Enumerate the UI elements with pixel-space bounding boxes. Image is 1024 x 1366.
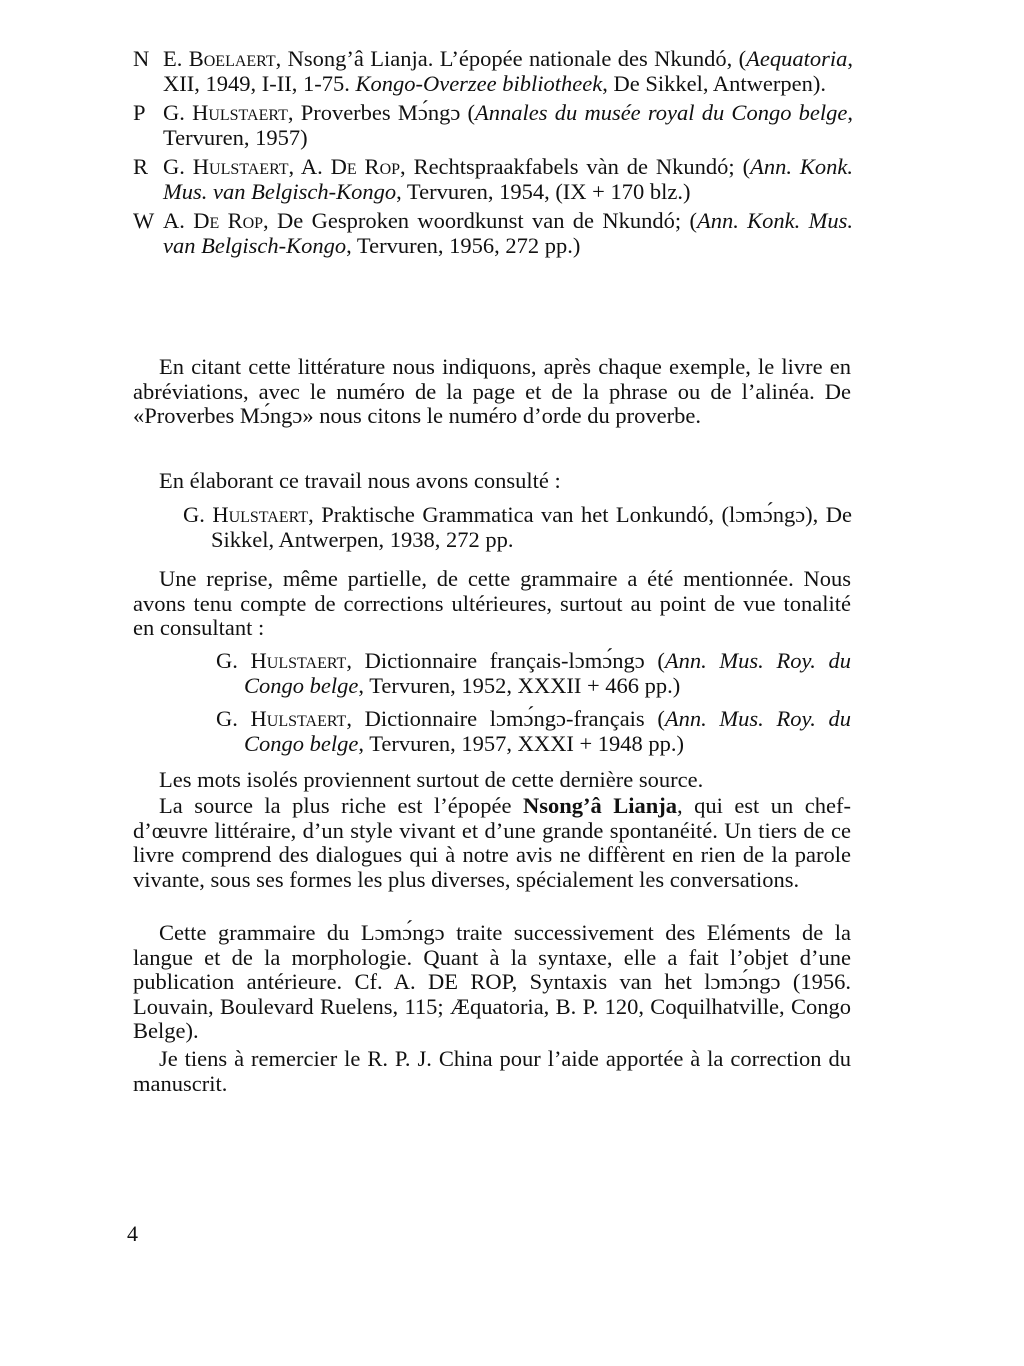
paragraph-source <box>133 794 851 892</box>
paragraph-citing: En citant cette littérature nous indiquons, après chaque exemple, le livre en abréviations, avec le numéro de la page et de la phrase ou de l’alinéa. De «Proverbes Mɔ́ngɔ» nous citons le numéro d’orde du proverbe. <box>133 354 851 428</box>
citation-text: , Dictionnaire lɔmɔ́ngɔ-français ( <box>346 706 665 731</box>
citation-italic: Ann. Konk. Mus. van Belgisch-Kongo <box>163 208 854 258</box>
author: G. Hulstaert, A. De Rop <box>163 154 401 179</box>
author: G. Hulstaert <box>163 100 288 125</box>
paragraph-mots: Les mots isolés proviennent surtout de cette dernière source. <box>159 767 704 792</box>
citation-text: , Tervuren, 1956, 272 pp.) <box>346 232 581 258</box>
abbreviation-entry <box>133 101 853 150</box>
abbreviation-key: W <box>133 208 155 233</box>
abbreviation-entry <box>133 209 853 258</box>
citation-italic: Ann. Mus. Roy. du Congo belge <box>244 706 852 756</box>
page-number: 4 <box>127 1221 138 1246</box>
reference-dictionary-2 <box>216 706 852 756</box>
abbreviation-key: P <box>133 100 146 125</box>
paragraph-remerciement: Je tiens à remercier le R. P. J. China pour l’aide apportée à la correction du manuscrit. <box>133 1046 851 1096</box>
author: G. Hulstaert <box>216 706 347 731</box>
author: A. De Rop <box>163 208 264 233</box>
source-text: , qui est un chef-d’œuvre littéraire, d’un style vivant et d’une grande spontanéité. Un tiers de ce livre comprend des dialogues qui à notre avis ne diffèrent en rien de la parole vivante, sous ses formes les plus diverses, spécialement les conversations. <box>133 793 851 892</box>
citation-text: , Proverbes Mɔ́ngɔ ( <box>287 100 476 125</box>
citation-text: , De Sikkel, Antwerpen). <box>602 70 826 96</box>
citation-text: , Rechtspraakfabels vàn de Nkundó; ( <box>400 154 751 179</box>
reference-dictionary-1 <box>216 648 852 698</box>
citation-text: , Dictionnaire français-lɔmɔ́ngɔ ( <box>346 648 665 673</box>
abbreviation-list <box>133 47 853 263</box>
abbreviation-key: R <box>133 154 149 179</box>
reference-grammar <box>183 502 852 552</box>
citation-italic: Ann. Konk. Mus. van Belgisch-Kongo <box>163 154 853 204</box>
author: E. Boelaert <box>163 46 276 71</box>
citation-text: , Nsong’â Lianja. L’épopée nationale des Nkundó, ( <box>275 46 747 71</box>
citation-text: , De Gesproken woordkunst van de Nkundó; ( <box>263 208 697 233</box>
author: G. Hulstaert <box>216 648 347 673</box>
citation-text: , Tervuren, 1957, XXXI + 1948 pp.) <box>358 730 685 756</box>
source-text: La source la plus riche est l’épopée <box>159 793 523 818</box>
abbreviation-key: N <box>133 46 150 71</box>
source-title: Nsong’â Lianja <box>522 793 677 818</box>
abbreviation-entry <box>133 155 853 204</box>
citation-italic: Ann. Mus. Roy. du Congo belge <box>244 648 852 698</box>
paragraph-consulted: En élaborant ce travail nous avons consulté : <box>159 468 561 493</box>
citation-italic: Kongo-Overzee bibliotheek <box>355 70 603 96</box>
citation-text: , Tervuren, 1957) <box>163 100 853 150</box>
citation-text: , XII, 1949, I-II, 1-75. <box>163 46 853 96</box>
paragraph-reprise: Une reprise, même partielle, de cette grammaire a été mentionnée. Nous avons tenu compte de corrections ultérieures, surtout au point de vue tonalité en consultant : <box>133 566 851 640</box>
citation-text: , Praktische Grammatica van het Lonkundó, (lɔmɔ́ngɔ), De Sikkel, Antwerpen, 1938, 272 pp. <box>211 502 852 552</box>
paragraph-grammaire: Cette grammaire du Lɔmɔ́ngɔ traite successivement des Eléments de la langue et de la morphologie. Quant à la syntaxe, elle a fait l’objet d’une publication antérieure. Cf. A. DE ROP, Syntaxis van het lɔmɔ́ngɔ (1956. Louvain, Boulevard Ruelens, 115; Æquatoria, B. P. 120, Coquilhatville, Congo Belge). <box>133 920 851 1043</box>
author: G. Hulstaert <box>183 502 309 527</box>
abbreviation-entry <box>133 47 853 96</box>
citation-italic: Aequatoria <box>746 46 848 71</box>
citation-text: , Tervuren, 1952, XXXII + 466 pp.) <box>358 672 681 698</box>
citation-text: , Tervuren, 1954, (IX + 170 blz.) <box>396 178 691 204</box>
citation-italic: Annales du musée royal du Congo belge <box>475 100 848 125</box>
